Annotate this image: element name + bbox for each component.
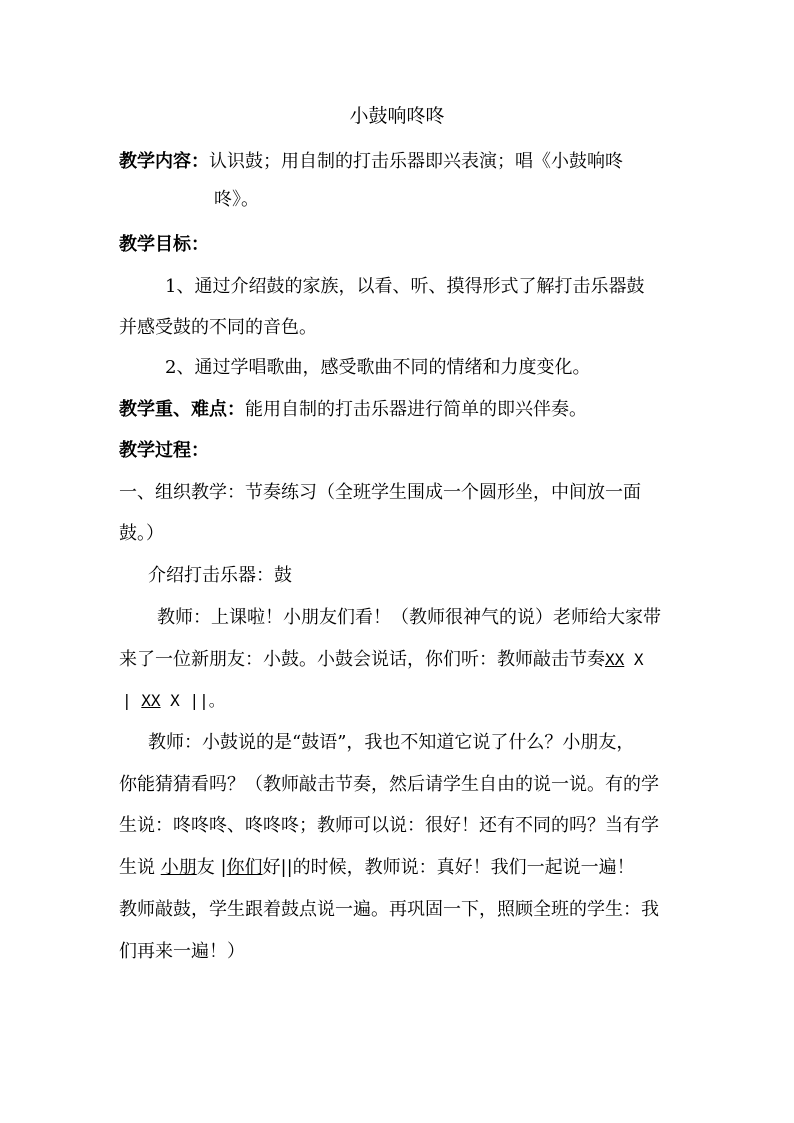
para-2-line-6: 们再来一遍！）: [119, 941, 245, 962]
key-points-label: 教学重、难点：: [119, 399, 245, 420]
goal-1-line-2: 并感受鼓的不同的音色。: [119, 317, 317, 338]
content-line-2: 咚》。: [214, 189, 259, 210]
para-2-text: 生说: [119, 857, 155, 878]
content-text: 认识鼓；用自制的打击乐器即兴表演；唱《小鼓响咚: [209, 151, 623, 172]
document-title: 小鼓响咚咚: [349, 105, 445, 127]
para-2-text: 友 |: [196, 857, 227, 878]
goals-heading: 教学目标：: [119, 234, 209, 255]
rhythm-notation: X ||。: [160, 691, 225, 710]
key-points-line: [119, 398, 587, 422]
para-1-line-3: [122, 689, 225, 713]
para-2-line-1: 教师：小鼓说的是“鼓语”，我也不知道它说了什么？小朋友，: [148, 732, 635, 753]
para-2-line-3: 生说：咚咚咚、咚咚咚；教师可以说：很好！还有不同的吗？当有学: [119, 815, 659, 836]
intro-line: 介绍打击乐器：鼓: [148, 565, 292, 586]
goal-2: 2、通过学唱歌曲，感受歌曲不同的情绪和力度变化。: [165, 357, 591, 378]
para-2-line-5: 教师敲鼓，学生跟着鼓点说一遍。再巩固一下，照顾全班的学生：我: [119, 899, 659, 920]
rhythm-notation: XX: [141, 691, 161, 710]
content-label: 教学内容：: [119, 151, 209, 172]
para-2-line-2: 你能猜猜看吗？（教师敲击节奏，然后请学生自由的说一说。有的学: [119, 774, 659, 795]
process-heading: 教学过程：: [119, 440, 209, 461]
key-points-text: 能用自制的打击乐器进行简单的即兴伴奏。: [245, 399, 587, 420]
content-line-1: [119, 150, 623, 174]
step-1-line-1: 一、组织教学：节奏练习（全班学生围成一个圆形坐，中间放一面: [119, 482, 641, 503]
step-1-line-2: 鼓。）: [119, 523, 164, 544]
para-1-line-2-text: 来了一位新朋友：小鼓。小鼓会说话，你们听：教师敲击节奏: [119, 649, 605, 670]
para-1-line-2: [119, 648, 644, 672]
para-2-line-4: [119, 856, 635, 880]
rhythm-bar: |: [122, 691, 132, 710]
para-2-underlined-text: 你们: [226, 857, 263, 878]
para-2-text: 好||的时候，教师说：真好！我们一起说一遍！: [262, 857, 635, 878]
para-1-line-1: 教师：上课啦！小朋友们看！（教师很神气的说）老师给大家带: [157, 607, 661, 628]
rhythm-notation: X: [624, 650, 644, 669]
rhythm-notation: XX: [605, 650, 625, 669]
goal-1-line-1: 1、通过介绍鼓的家族，以看、听、摸得形式了解打击乐器鼓: [165, 276, 645, 297]
para-2-underlined-text: 小朋: [160, 857, 197, 878]
